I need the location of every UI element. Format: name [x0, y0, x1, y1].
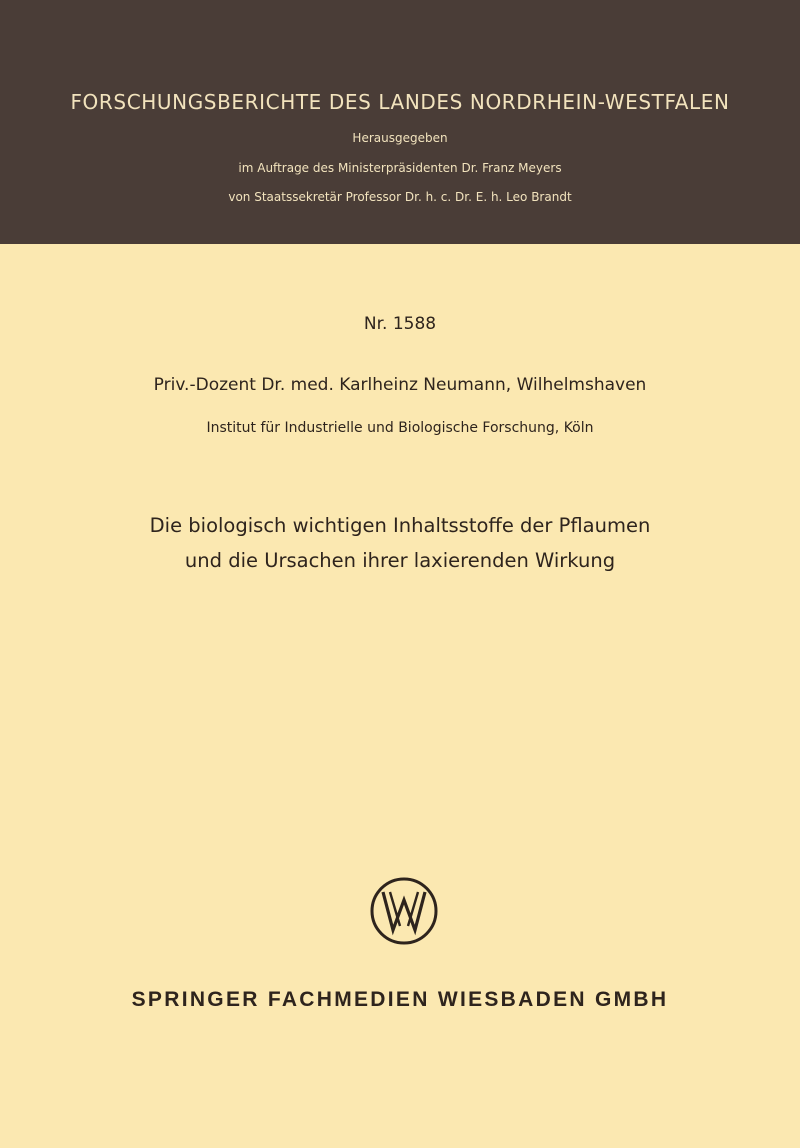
commission-line: im Auftrage des Ministerpräsidenten Dr. Franz Meyers	[238, 161, 562, 175]
title-line-1: Die biologisch wichtigen Inhaltsstoffe der Pflaumen	[149, 514, 651, 537]
book-title	[0, 508, 800, 578]
springer-vw-logo-icon	[369, 876, 439, 946]
header-band	[0, 0, 800, 244]
publisher-name: SPRINGER FACHMEDIEN WIESBADEN GMBH	[131, 988, 669, 1011]
editor-line: Herausgegeben	[352, 131, 448, 145]
series-title: FORSCHUNGSBERICHTE DES LANDES NORDRHEIN-WESTFALEN	[70, 90, 730, 114]
editor-name-line: von Staatssekretär Professor Dr. h. c. Dr. E. h. Leo Brandt	[228, 190, 572, 204]
report-number: Nr. 1588	[363, 314, 437, 334]
title-line-2: und die Ursachen ihrer laxierenden Wirkung	[184, 549, 616, 572]
institute-line: Institut für Industrielle und Biologische Forschung, Köln	[206, 420, 594, 436]
author-line: Priv.-Dozent Dr. med. Karlheinz Neumann, Wilhelmshaven	[153, 375, 647, 395]
